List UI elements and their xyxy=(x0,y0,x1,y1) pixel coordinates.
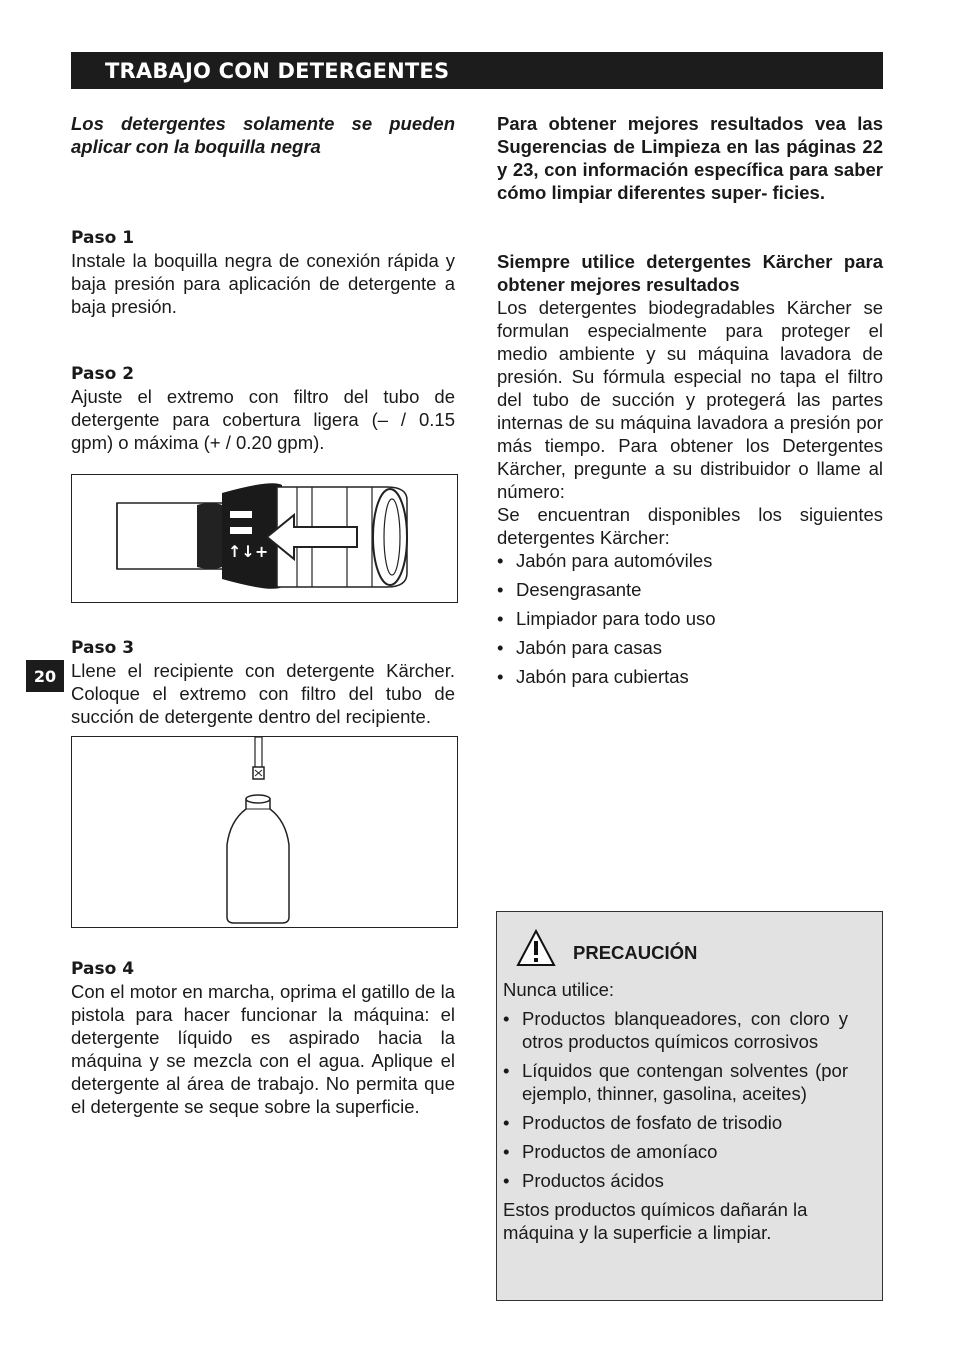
step-1-text: Instale la boquilla negra de conexión rápida y baja presión para aplicación de detergente a baja presión. xyxy=(71,250,455,317)
warning-triangle-icon xyxy=(516,929,556,967)
page-number-tab: 20 xyxy=(26,660,64,692)
right-column xyxy=(497,112,883,694)
step-2-text: Ajuste el extremo con filtro del tubo de detergente para cobertura ligera (– / 0.15 gpm) o máxima (+ / 0.20 gpm). xyxy=(71,386,455,453)
caution-intro: Nunca utilice: xyxy=(503,979,615,1000)
cleaning-tips-note: Para obtener mejores resultados vea las Sugerencias de Limpieza en las páginas 22 y 23, con información específica para saber cómo limpiar diferentes super- ficies. xyxy=(497,113,883,203)
left-column xyxy=(71,112,455,1118)
caution-footer: Estos productos químicos dañarán la máquina y la superficie a limpiar. xyxy=(503,1199,808,1243)
caution-title: PRECAUCIÓN xyxy=(573,942,698,963)
step-3-title: Paso 3 xyxy=(71,638,135,658)
always-use-heading: Siempre utilice detergentes Kärcher para obtener mejores resultados xyxy=(497,251,883,295)
list-item: • Productos de amoníaco xyxy=(503,1140,848,1163)
section-header xyxy=(71,52,883,89)
list-item: • Jabón para casas xyxy=(497,636,883,659)
section-title: TRABAJO CON DETERGENTES xyxy=(105,59,450,83)
step-2-title: Paso 2 xyxy=(71,364,135,384)
always-use-text: Los detergentes biodegradables Kärcher se formulan especialmente para proteger el medio ambiente y su máquina lavadora de presión. Su fórmula especial no tapa el filtro del tubo de succión y protegerá las partes internas de su máquina lavadora a presión por más tiempo. Para obtener los Detergentes Kärcher, pregunte a su distribuidor o llame al número: xyxy=(497,297,883,502)
caution-box xyxy=(496,911,883,1301)
list-item: • Jabón para cubiertas xyxy=(497,665,883,688)
product-list xyxy=(497,549,883,688)
detergent-bottle-illustration xyxy=(72,737,457,927)
step-4-text: Con el motor en marcha, oprima el gatillo de la pistola para hacer funcionar la máquina: el detergente líquido es aspirado hacia la máquina y se mezcla con el agua. Aplique el detergente al área de trabajo. No permita que el detergente se seque sobre la superficie. xyxy=(71,981,455,1117)
caution-header xyxy=(503,912,876,978)
list-item: • Jabón para automóviles xyxy=(497,549,883,572)
list-item: • Desengrasante xyxy=(497,578,883,601)
suction-tube-filter-illustration xyxy=(72,475,457,602)
step-1-title: Paso 1 xyxy=(71,228,135,248)
available-detergents-text: Se encuentran disponibles los siguientes detergentes Kärcher: xyxy=(497,504,883,548)
list-item: • Limpiador para todo uso xyxy=(497,607,883,630)
step-3-text: Llene el recipiente con detergente Kärcher. Coloque el extremo con filtro del tubo de succión de detergente dentro del recipiente. xyxy=(71,660,455,727)
list-item: • Líquidos que contengan solventes (por ejemplo, thinner, gasolina, aceites) xyxy=(503,1059,848,1105)
list-item: • Productos blanqueadores, con cloro y otros productos químicos corrosivos xyxy=(503,1007,848,1053)
caution-list xyxy=(503,1007,876,1192)
list-item: • Productos ácidos xyxy=(503,1169,848,1192)
container-figure xyxy=(71,736,458,928)
list-item: • Productos de fosfato de trisodio xyxy=(503,1111,848,1134)
filter-adjust-figure xyxy=(71,474,458,603)
svg-text:↑↓+: ↑↓+ xyxy=(228,542,269,561)
intro-note: Los detergentes solamente se pueden aplicar con la boquilla negra xyxy=(71,113,455,157)
step-4-title: Paso 4 xyxy=(71,959,135,979)
